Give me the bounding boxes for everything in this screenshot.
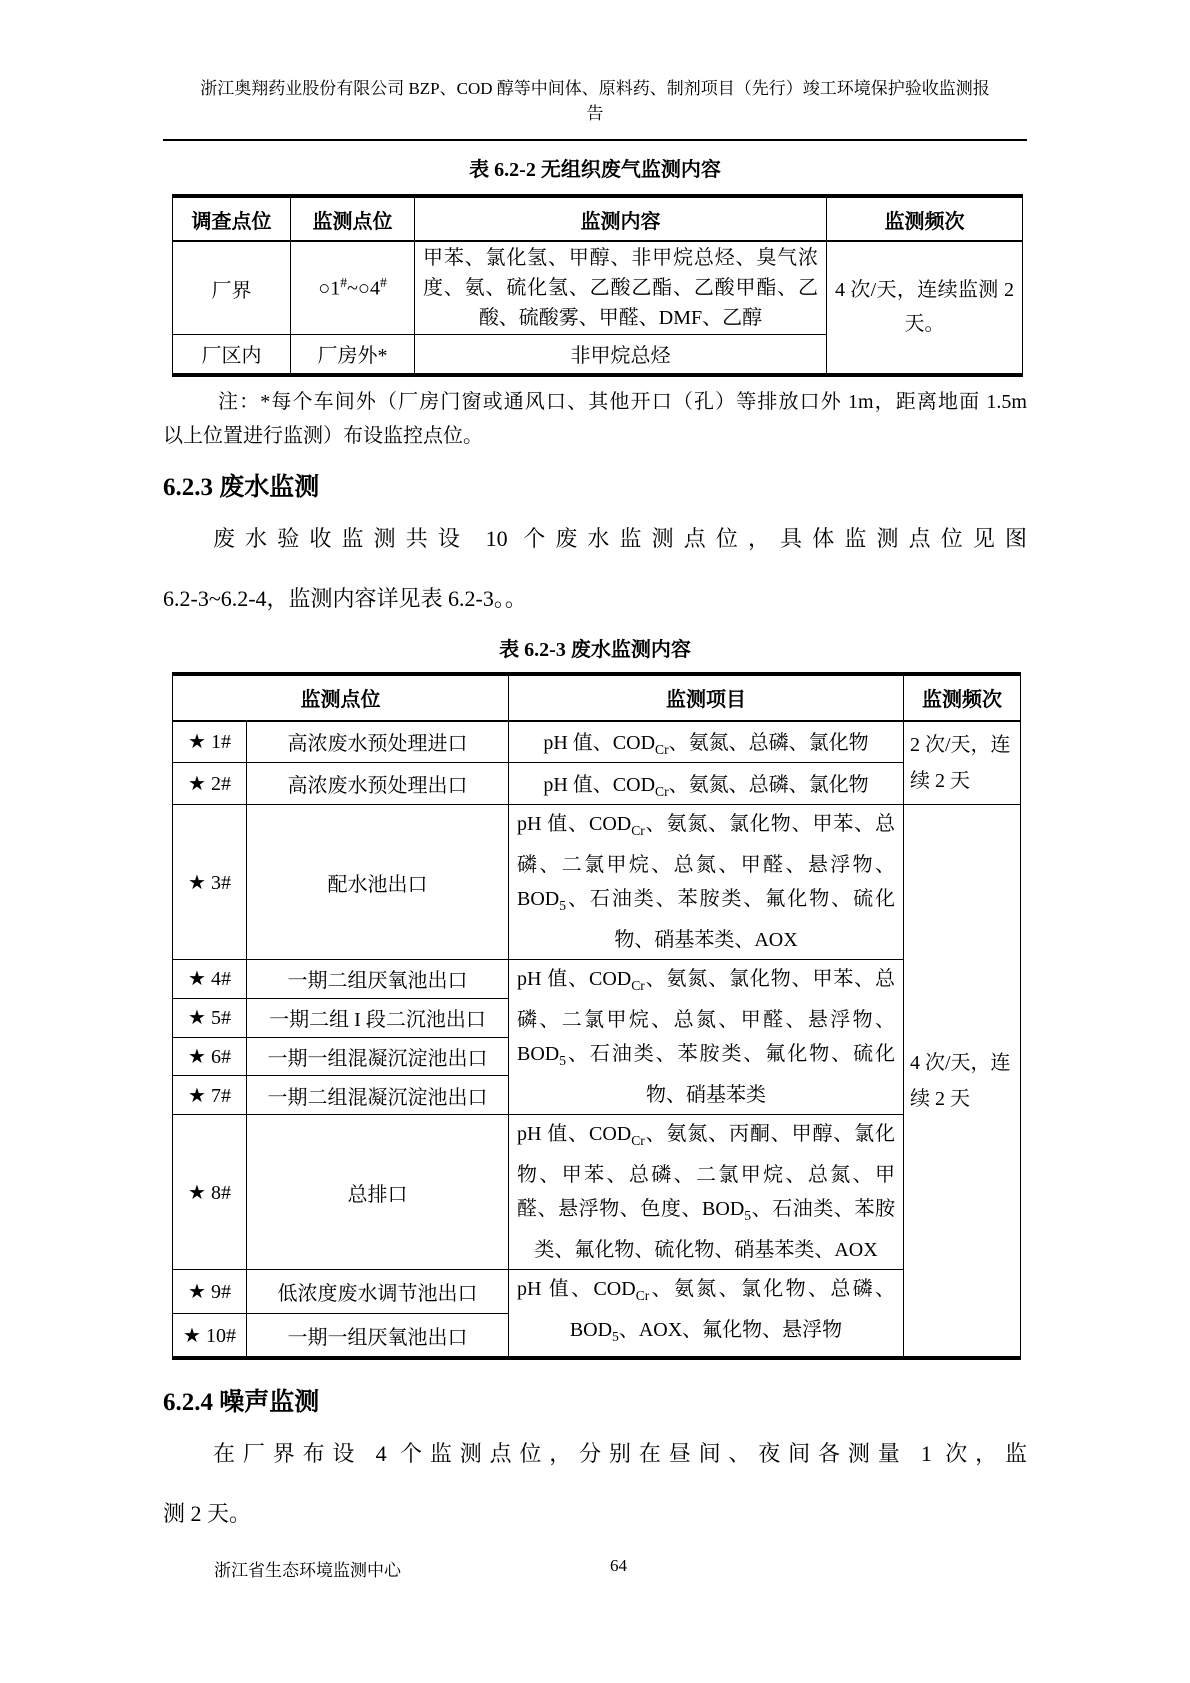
point-id-cell: ★ 5# — [173, 998, 247, 1037]
table-6-2-3-header-row — [173, 674, 1021, 721]
content-cell: 非甲烷总烃 — [415, 335, 827, 375]
location-cell: 一期二组 I 段二沉池出口 — [247, 998, 509, 1037]
point-id-cell: ★ 9# — [173, 1270, 247, 1314]
column-header-frequency: 监测频次 — [827, 196, 1023, 241]
location-cell: 总排口 — [247, 1115, 509, 1270]
table-row — [173, 241, 1023, 335]
table-row — [173, 1115, 1021, 1270]
items-cell: pH 值、$COD_{Cr}$、氨氮、总磷、氯化物 — [509, 721, 904, 763]
table-6-2-2-title: 表 6.2-2 无组织废气监测内容 — [469, 159, 721, 181]
footer-organization: 浙江省生态环境监测中心 — [214, 1561, 401, 1580]
location-cell: 高浓废水预处理进口 — [247, 721, 509, 763]
location-cell: 低浓度废水调节池出口 — [247, 1270, 509, 1314]
table-note-line-2: 以上位置进行监测）布设监控点位。 — [163, 424, 483, 447]
survey-point-cell: 厂界 — [173, 241, 291, 335]
column-header-survey-point: 调查点位 — [173, 196, 291, 241]
table-row — [173, 960, 1021, 999]
frequency-cell: 4 次/天，连续监测 2 天。 — [827, 241, 1023, 375]
monitor-point-cell: 厂房外* — [291, 335, 415, 375]
point-id-cell: ★ 6# — [173, 1037, 247, 1076]
survey-point-cell: 厂区内 — [173, 335, 291, 375]
point-id-cell: ★ 8# — [173, 1115, 247, 1270]
column-header-items: 监测项目 — [509, 674, 904, 721]
table-row — [173, 805, 1021, 960]
location-cell: 一期一组厌氧池出口 — [247, 1314, 509, 1358]
items-cell: pH 值、$COD_{Cr}$、氨氮、氯化物、总磷、$BOD_5$、AOX、氟化物、悬浮物 — [509, 1270, 904, 1359]
location-cell: 一期二组混凝沉淀池出口 — [247, 1076, 509, 1115]
report-header — [163, 76, 1027, 141]
point-id-cell: ★ 10# — [173, 1314, 247, 1358]
table-note — [163, 385, 1027, 453]
column-header-frequency: 监测频次 — [904, 674, 1021, 721]
page-number: 64 — [610, 1556, 627, 1575]
paragraph-6-2-3 — [163, 509, 1027, 629]
point-id-cell: ★ 7# — [173, 1076, 247, 1115]
section-heading-6-2-4: 6.2.4 噪声监测 — [163, 1389, 320, 1416]
location-cell: 一期一组混凝沉淀池出口 — [247, 1037, 509, 1076]
section-heading-6-2-3: 6.2.3 废水监测 — [163, 473, 320, 501]
table-row — [173, 1270, 1021, 1314]
table-row — [173, 721, 1021, 763]
point-id-cell: ★ 3# — [173, 805, 247, 960]
point-id-cell: ★ 1# — [173, 721, 247, 763]
report-header-title-line-2: 告 — [586, 104, 604, 123]
location-cell: 配水池出口 — [247, 805, 509, 960]
point-id-cell: ★ 2# — [173, 763, 247, 805]
items-cell: pH 值、$COD_{Cr}$、氨氮、氯化物、甲苯、总磷、二氯甲烷、总氮、甲醛、悬浮物、$BOD_5$、石油类、苯胺类、氟化物、硫化物、硝基苯类、AOX — [509, 805, 904, 960]
table-6-2-3-title: 表 6.2-3 废水监测内容 — [499, 638, 691, 661]
page-footer — [163, 1556, 1027, 1586]
paragraph-line: 在厂界布设 4 个监测点位，分别在昼间、夜间各测量 1 次，监 — [213, 1441, 1027, 1466]
table-6-2-2 — [172, 194, 1023, 377]
frequency-cell: 2 次/天，连续 2 天 — [904, 721, 1021, 805]
items-cell: pH 值、$COD_{Cr}$、氨氮、丙酮、甲醇、氯化物、甲苯、总磷、二氯甲烷、总氮、甲醛、悬浮物、色度、$BOD_5$、石油类、苯胺类、氟化物、硫化物、硝基苯类、AOX — [509, 1115, 904, 1270]
table-note-line-1: 注：*每个车间外（厂房门窗或通风口、其他开口（孔）等排放口外 1m，距离地面 1.5m — [218, 390, 1027, 413]
point-id-cell: ★ 4# — [173, 960, 247, 999]
column-header-content: 监测内容 — [415, 196, 827, 241]
paragraph-line: 废水验收监测共设 10 个废水监测点位，具体监测点位见图 — [213, 525, 1027, 551]
paragraph-line: 测 2 天。 — [163, 1501, 252, 1526]
content-cell: 甲苯、氯化氢、甲醇、非甲烷总烃、臭气浓度、氨、硫化氢、乙酸乙酯、乙酸甲酯、乙酸、硫酸雾、甲醛、DMF、乙醇 — [415, 241, 827, 335]
items-cell: pH 值、$COD_{Cr}$、氨氮、氯化物、甲苯、总磷、二氯甲烷、总氮、甲醛、悬浮物、$BOD_5$、石油类、苯胺类、氟化物、硫化物、硝基苯类 — [509, 960, 904, 1115]
column-header-monitor-point: 监测点位 — [291, 196, 415, 241]
table-row — [173, 763, 1021, 805]
report-header-title-line-1: 浙江奥翔药业股份有限公司 BZP、COD 醇等中间体、原料药、制剂项目（先行）竣工环境保护验收监测报 — [200, 79, 990, 98]
items-cell: pH 值、$COD_{Cr}$、氨氮、总磷、氯化物 — [509, 763, 904, 805]
paragraph-line: 6.2-3~6.2-4，监测内容详见表 6.2-3。。 — [163, 585, 527, 611]
monitor-point-cell: ○1#~○4# — [291, 241, 415, 335]
frequency-cell: 4 次/天，连续 2 天 — [904, 805, 1021, 1359]
table-6-2-3 — [172, 672, 1021, 1361]
table-6-2-2-header-row — [173, 196, 1023, 241]
column-header-monitor-point: 监测点位 — [173, 674, 509, 721]
location-cell: 高浓废水预处理出口 — [247, 763, 509, 805]
paragraph-6-2-4 — [163, 1424, 1027, 1544]
location-cell: 一期二组厌氧池出口 — [247, 960, 509, 999]
